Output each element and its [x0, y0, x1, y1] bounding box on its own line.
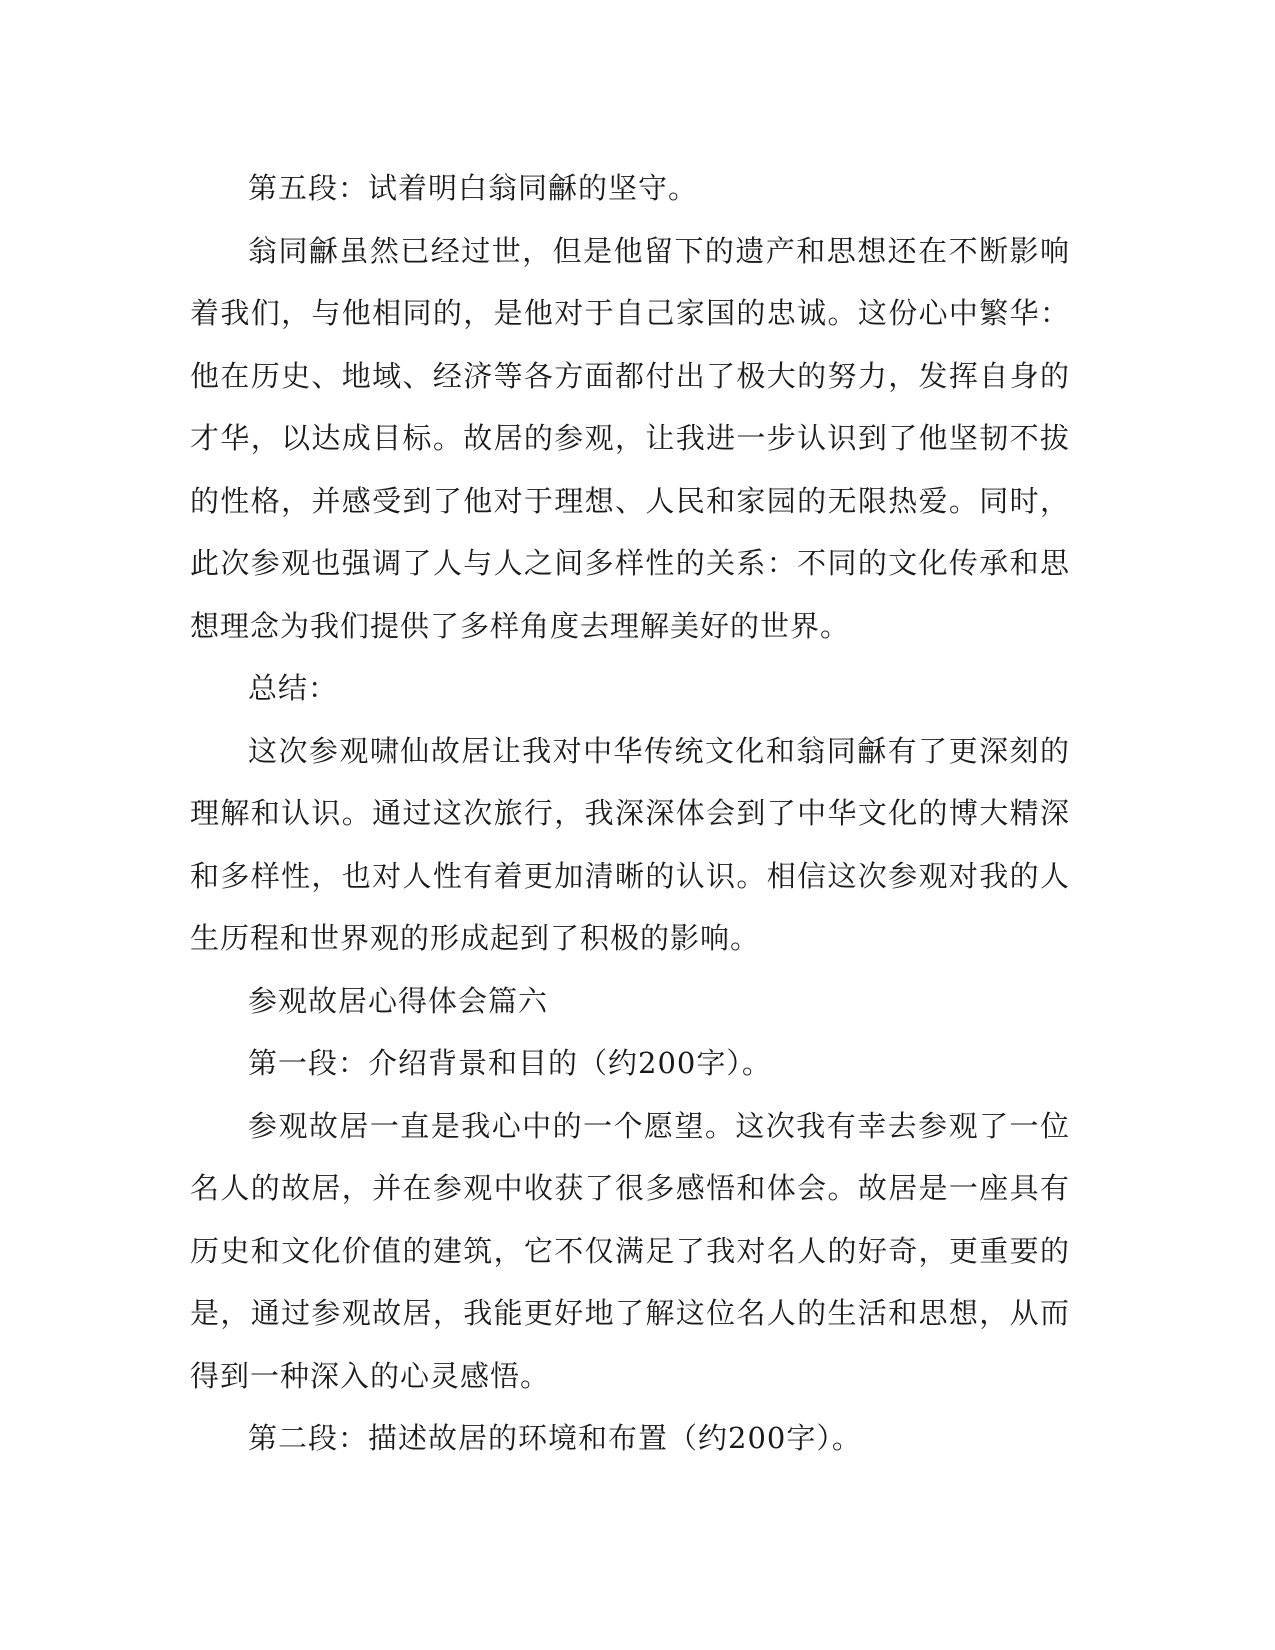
section-heading-summary: 总结： [248, 671, 339, 705]
document-body [190, 157, 1070, 1470]
paragraph-background: 参观故居一直是我心中的一个愿望。这次我有幸去参观了一位名人的故居，并在参观中收获了很多感悟和体会。故居是一座具有历史和文化价值的建筑，它不仅满足了我对名人的好奇，更重要的是，通过参观故居，我能更好地了解这位名人的生活和思想，从而得到一种深入的心灵感悟。 [190, 1108, 1070, 1393]
paragraph-weng-legacy: 翁同龢虽然已经过世，但是他留下的遗产和思想还在不断影响着我们，与他相同的，是他对于自己家国的忠诚。这份心中繁华：他在历史、地域、经济等各方面都付出了极大的努力，发挥自身的才华，以达成目标。故居的参观，让我进一步认识到了他坚韧不拔的性格，并感受到了他对于理想、人民和家园的无限热爱。同时，此次参观也强调了人与人之间多样性的关系：不同的文化传承和思想理念为我们提供了多样角度去理解美好的世界。 [190, 233, 1070, 643]
paragraph-summary: 这次参观啸仙故居让我对中华传统文化和翁同龢有了更深刻的理解和认识。通过这次旅行，我深深体会到了中华文化的博大精深和多样性，也对人性有着更加清晰的认识。相信这次参观对我的人生历程和世界观的形成起到了积极的影响。 [190, 733, 1070, 955]
article-title-part-six: 参观故居心得体会篇六 [248, 983, 549, 1018]
section-heading-part-one: 第一段：介绍背景和目的（约200字）。 [248, 1046, 772, 1080]
section-heading-part-five: 第五段：试着明白翁同龢的坚守。 [248, 171, 699, 205]
section-heading-part-two: 第二段：描述故居的环境和布置（约200字）。 [248, 1421, 862, 1455]
